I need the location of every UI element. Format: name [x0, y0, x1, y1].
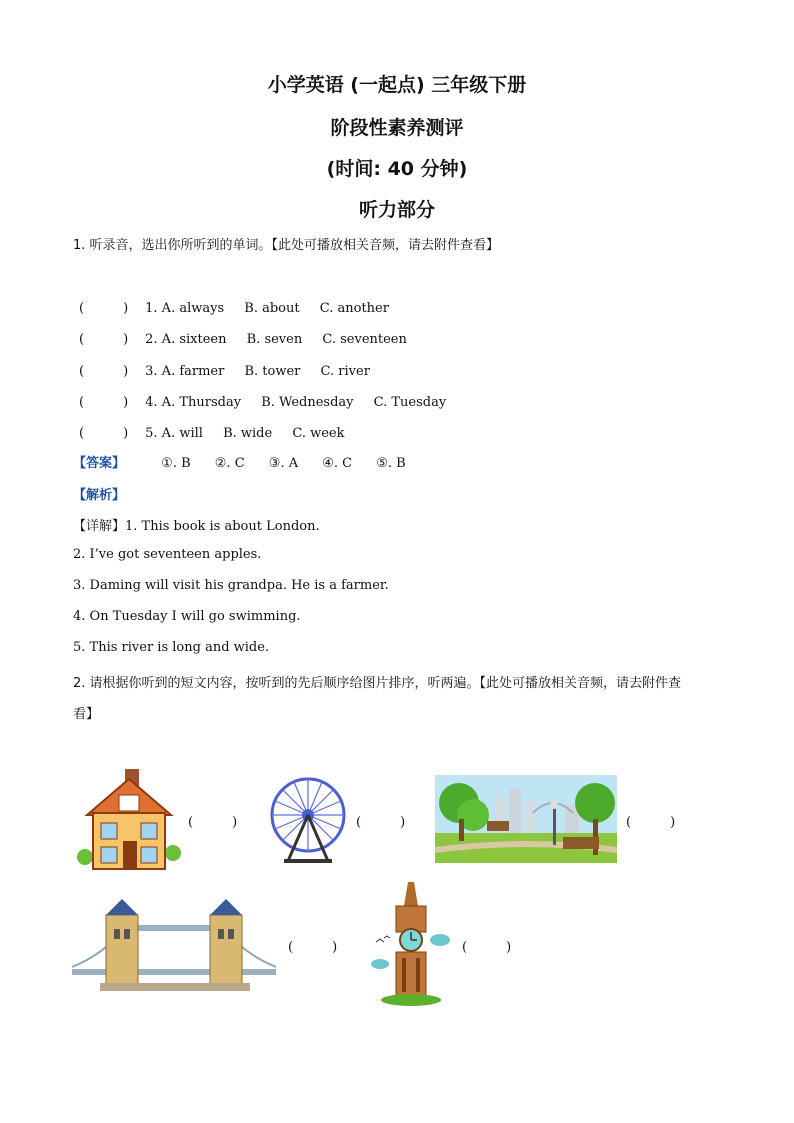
order-blank-2[interactable]: ( ) — [356, 815, 406, 830]
option-c: C. river — [320, 364, 370, 379]
option-a: 2. A. sixteen — [145, 332, 227, 347]
answer-blank[interactable]: ( ) — [79, 426, 129, 441]
question-1-prompt: 1. 听录音，选出你所听到的单词。【此处可播放相关音频，请去附件查看】 — [73, 238, 500, 253]
tower-bridge-icon — [72, 895, 276, 993]
detail-line-2: 2. I’ve got seventeen apples. — [73, 547, 262, 562]
answer-label: 【答案】 — [73, 456, 126, 471]
choice-row-5 — [79, 422, 360, 441]
time-limit: (时间: 40 分钟) — [326, 158, 468, 180]
choice-row-3 — [79, 360, 386, 379]
option-a: 5. A. will — [145, 426, 203, 441]
choice-row-2 — [79, 328, 423, 347]
answer-blank[interactable]: ( ) — [79, 332, 129, 347]
page-title: 小学英语 (一起点) 三年级下册 — [267, 74, 527, 96]
analysis-label: 【解析】 — [73, 488, 126, 503]
choice-row-4 — [79, 391, 462, 410]
answer-5: ⑤. B — [376, 456, 406, 471]
order-blank-4[interactable]: ( ) — [288, 940, 338, 955]
answer-2: ②. C — [214, 456, 245, 471]
option-b: B. tower — [244, 364, 301, 379]
option-b: B. seven — [246, 332, 303, 347]
answer-1: ①. B — [161, 456, 191, 471]
order-blank-1[interactable]: ( ) — [188, 815, 238, 830]
answer-blank[interactable]: ( ) — [79, 364, 129, 379]
big-ben-icon — [368, 882, 454, 1006]
answer-blank[interactable]: ( ) — [79, 395, 129, 410]
answer-row — [73, 452, 426, 471]
detail-line-3: 3. Daming will visit his grandpa. He is a farmer. — [73, 578, 389, 593]
answer-3: ③. A — [268, 456, 299, 471]
house-icon — [75, 765, 183, 873]
option-c: C. Tuesday — [373, 395, 447, 410]
option-c: C. seventeen — [322, 332, 407, 347]
ferris-wheel-icon — [266, 775, 350, 865]
option-a: 1. A. always — [145, 301, 225, 316]
detail-line-5: 5. This river is long and wide. — [73, 640, 270, 655]
choice-row-1 — [79, 297, 405, 316]
order-blank-3[interactable]: ( ) — [626, 815, 676, 830]
question-2-prompt-cont: 看】 — [73, 707, 100, 722]
option-c: C. week — [292, 426, 345, 441]
option-b: B. about — [244, 301, 300, 316]
detail-line-4: 4. On Tuesday I will go swimming. — [73, 609, 301, 624]
section-title: 听力部分 — [358, 199, 435, 221]
park-icon — [435, 775, 617, 863]
option-a: 3. A. farmer — [145, 364, 225, 379]
page-subtitle: 阶段性素养测评 — [330, 117, 464, 139]
option-c: C. another — [319, 301, 389, 316]
question-2-prompt: 2. 请根据你听到的短文内容，按听到的先后顺序给图片排序，听两遍。【此处可播放相关音频，请去附件查 — [73, 676, 682, 691]
answer-4: ④. C — [322, 456, 353, 471]
option-b: B. Wednesday — [261, 395, 354, 410]
answer-blank[interactable]: ( ) — [79, 301, 129, 316]
option-b: B. wide — [223, 426, 273, 441]
option-a: 4. A. Thursday — [145, 395, 242, 410]
order-blank-5[interactable]: ( ) — [462, 940, 512, 955]
detail-line-1: 【详解】1. This book is about London. — [73, 519, 320, 534]
